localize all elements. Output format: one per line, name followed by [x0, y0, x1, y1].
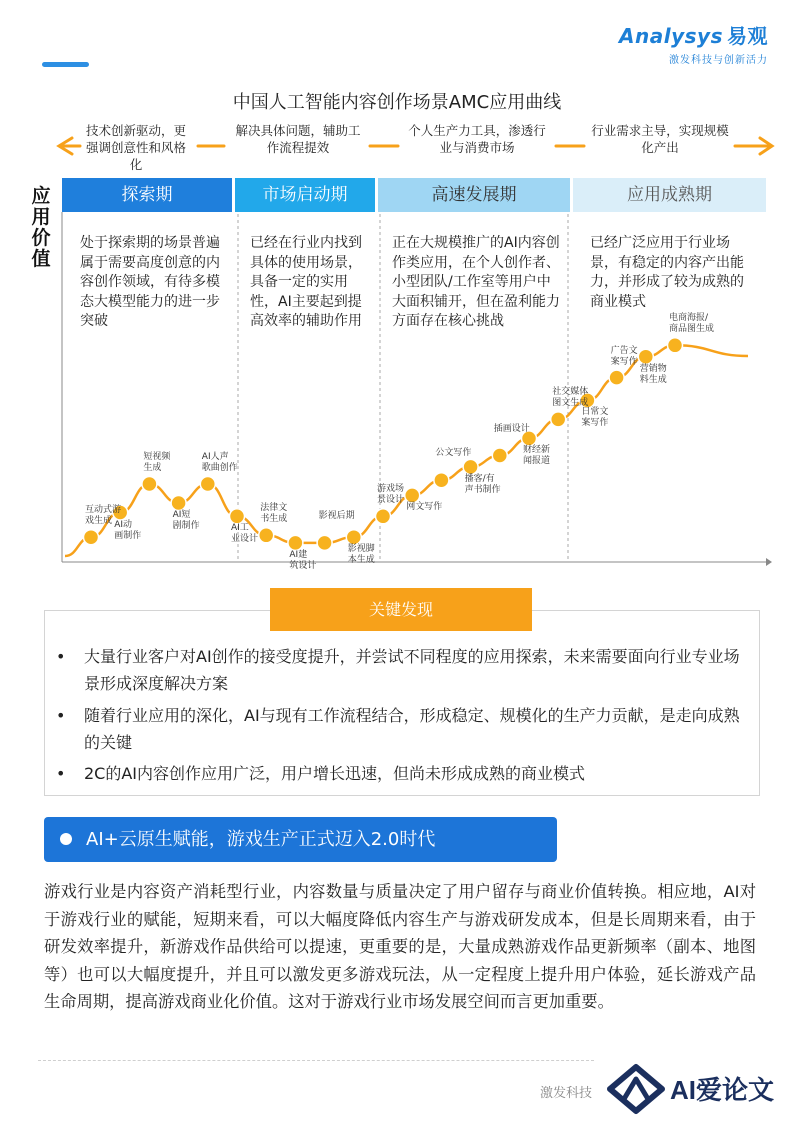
watermark-logo-icon: [606, 1063, 786, 1115]
phase-header-market-launch: 市场启动期: [235, 178, 375, 212]
body-paragraph: 游戏行业是内容资产消耗型行业，内容数量与质量决定了用户留存与商业价值转换。相应地，AI对于游戏行业的赋能，短期来看，可以大幅度降低内容生产与游戏研发成本，但是长周期来看，由于研发效率提升，新游戏作品供给可以提速，更重要的是，大量成熟游戏作品更新频率（副本、地图等）也可以大幅度提升，并且可以激发更多游戏玩法，从一定程度上提升用户体验，延长游戏产品生命周期，提高游戏商业化价值。这对于游戏行业市场发展空间而言更加重要。: [44, 882, 756, 1011]
curve-node-label: 播客/有 声书制作: [464, 473, 501, 495]
curve-node-point: [434, 473, 449, 488]
phase-desc-rapid-growth: 正在大规模推广的AI内容创作类应用，在个人创作者、小型团队/工作室等用户中大面积铺开，但在盈利能力方面存在核心挑战: [392, 235, 560, 329]
curve-node-label: AI人声 歌曲创作: [201, 452, 238, 473]
footer-text: 激发科技: [540, 1086, 593, 1101]
logo-brand-latin: Analysys: [619, 24, 723, 48]
logo-brand-cn: 易观: [727, 24, 768, 48]
phase-header-maturity: 应用成熟期: [573, 178, 766, 212]
curve-node-point: [346, 530, 361, 545]
driver-text-3: 个人生产力工具，渗透行业与消费市场: [408, 123, 546, 155]
curve-node-point: [230, 509, 245, 524]
curve-node-label: 插画设计: [493, 423, 530, 434]
key-finding-item: • 2C的AI内容创作应用广泛，用户增长迅速，但尚未形成成熟的商业模式: [56, 760, 756, 787]
curve-node-point: [638, 349, 653, 364]
curve-node-label: 公文写作: [435, 448, 472, 459]
bullet-icon: •: [56, 764, 66, 783]
curve-node-label: 法律文 书生成: [260, 503, 288, 525]
curve-node-point: [84, 530, 99, 545]
curve-node-label: 影视脚 本生成: [347, 544, 375, 566]
chart-title: 中国人工智能内容创作场景AMC应用曲线: [232, 92, 562, 113]
ai-ailunwen-watermark: [606, 1063, 786, 1119]
bullet-icon: •: [56, 647, 66, 666]
curve-node-label: 日常文 案写作: [581, 407, 609, 429]
curve-node-point: [259, 528, 274, 543]
curve-node-label: 电商海报/ 商品图生成: [669, 313, 715, 335]
footer-divider: [38, 1060, 594, 1061]
curve-node-point: [551, 412, 566, 427]
banner-dot-icon: [60, 833, 72, 845]
curve-node-point: [317, 535, 332, 550]
x-axis-arrowhead: [766, 558, 772, 566]
curve-node-label: AI建 筑设计: [289, 549, 317, 571]
phase-desc-maturity: 已经广泛应用于行业场景，有稳定的内容产出能力，并形成了较为成熟的商业模式: [590, 235, 744, 310]
curve-node-point: [142, 477, 157, 492]
key-finding-item: • 随着行业应用的深化，AI与现有工作流程结合，形成稳定、规模化的生产力贡献，是走向成熟的关键: [56, 702, 756, 756]
curve-node-point: [288, 535, 303, 550]
section-banner: [44, 817, 557, 862]
curve-node-point: [171, 496, 186, 511]
curve-node-label: AI短 剧制作: [172, 510, 200, 531]
watermark-text: AI爱论文: [670, 1075, 775, 1105]
key-finding-item: • 大量行业客户对AI创作的接受度提升，并尝试不同程度的应用探索，未来需要面向行业专业场景形成深度解决方案: [56, 643, 756, 697]
bullet-icon: •: [56, 706, 66, 725]
curve-node-label: 互动式游 戏生成: [85, 505, 122, 527]
curve-node-label: 影视后期: [318, 510, 355, 521]
curve-node-label: 游戏场 景设计: [377, 484, 405, 506]
curve-node-label: 财经新 闻报道: [523, 445, 551, 467]
curve-node-label: 广告文 案写作: [610, 345, 638, 367]
curve-node-point: [668, 338, 683, 353]
driver-text-2: 解决具体问题，辅助工作流程提效: [235, 123, 361, 155]
curve-node-label: 短视频 生成: [143, 452, 171, 473]
key-findings-title: 关键发现: [270, 588, 532, 631]
curve-node-point: [463, 459, 478, 474]
curve-node-label: AI工 业设计: [231, 523, 259, 545]
curve-node-point: [405, 488, 420, 503]
y-axis-label: 应用价值: [31, 185, 51, 270]
phase-desc-market-launch: 已经在行业内找到具体的使用场景，具备一定的实用性，AI主要起到提高效率的辅助作用: [250, 235, 362, 329]
driver-text-4: 行业需求主导，实现规模化产出: [591, 123, 729, 155]
phase-desc-exploration: 处于探索期的场景普遍属于需要高度创意的内容创作领域，有待多模态大模型能力的进一步突破: [80, 235, 220, 329]
curve-node-label: 营销物 料生成: [639, 363, 667, 385]
curve-node-label: 社交媒体 图文生成: [552, 387, 589, 409]
phase-header-exploration: 探索期: [62, 178, 232, 212]
logo-slogan: 激发科技与创新活力: [669, 55, 768, 66]
curve-node-point: [200, 477, 215, 492]
curve-node-label: AI动 画制作: [114, 519, 142, 541]
driver-text-1: 技术创新驱动，更强调创意性和风格化: [85, 123, 186, 172]
phase-header-rapid-growth: 高速发展期: [378, 178, 570, 212]
curve-node-point: [609, 370, 624, 385]
curve-node-label: 网文写作: [406, 502, 443, 513]
curve-node-point: [492, 448, 507, 463]
section-title: AI+云原生赋能，游戏生产正式迈入2.0时代: [86, 829, 436, 850]
curve-node-point: [376, 509, 391, 524]
